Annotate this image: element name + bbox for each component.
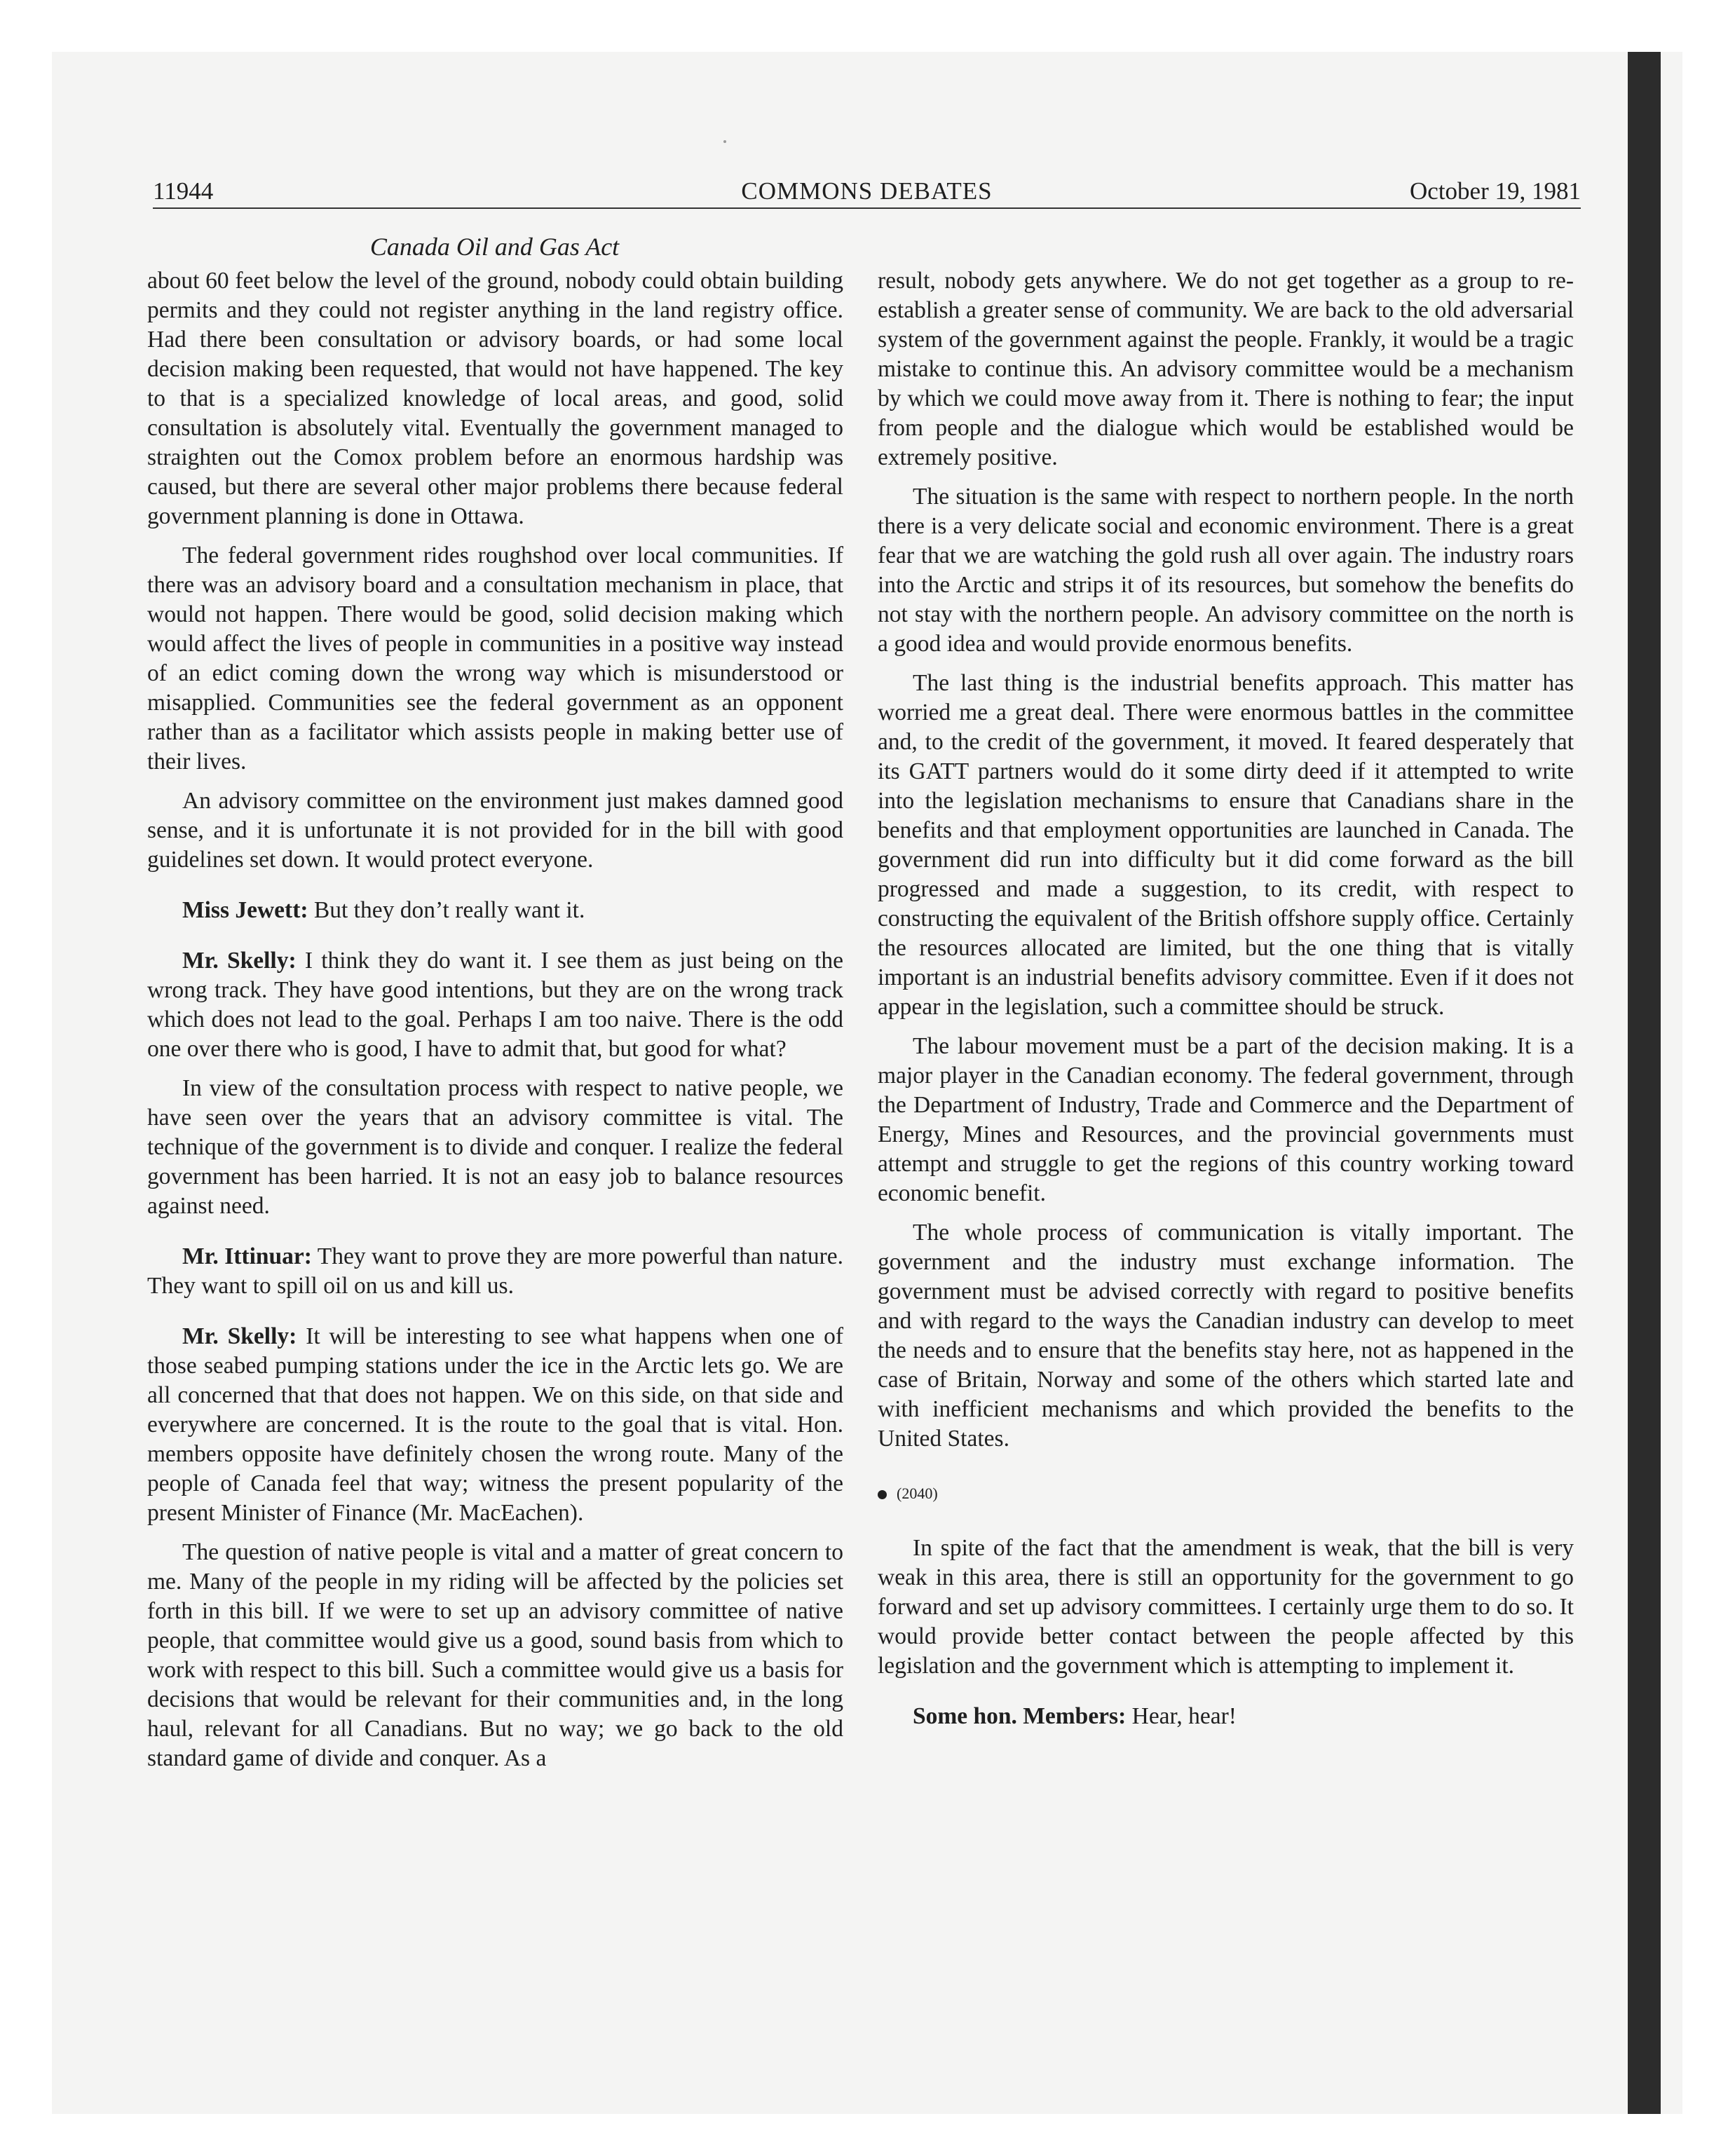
paragraph: The whole process of communication is vitally important. The government and the industry must exchange information. The government must be advised correctly with regard to positive benefits and with regard to the ways the Canadian industry can develop to meet the needs and to ensure that the benefits stay here, not as happened in the case of Britain, Norway and some of the others which started late and with inefficient mechanisms and which provided the benefits to the United States.	[878, 1220, 1574, 1452]
speaker-name: Mr. Skelly:	[182, 1323, 297, 1349]
scan-edge-bar	[1628, 52, 1661, 2114]
speech-paragraph: Some hon. Members: Hear, hear!	[913, 1703, 1237, 1729]
paragraph: The last thing is the industrial benefits approach. This matter has worried me a great deal. There were enormous battles in the committee and, to the credit of the government, it moved. It feared desperately that its GATT partners would do it some dirty deed if it attempted to write into the legislation mechanisms to ensure that Canadians share in the benefits and that employment opportunities are launched in Canada. The government did run into difficulty but it did come forward as the bill progressed and made a suggestion, to its credit, with respect to constructing the equivalent of the British offshore supply office. Certainly the resources allocated are limited, but the one thing that is vitally important is an industrial benefits advisory committee. Even if it does not appear in the legislation, such a committee should be struck.	[878, 670, 1574, 1020]
speaker-name: Some hon. Members:	[913, 1703, 1127, 1729]
paragraph: In spite of the fact that the amendment is weak, that the bill is very weak in this area, there is still an opportunity for the government to go forward and set up advisory committees. I certainly urge them to do so. It would provide better contact between the people affected by this legislation and the government which is attempting to implement it.	[878, 1535, 1574, 1679]
speech-paragraph: Mr. Ittinuar: They want to prove they are more powerful than nature. They want to spill oil on us and kill us.	[147, 1243, 843, 1299]
speech-paragraph: Miss Jewett: But they don’t really want it.	[182, 897, 585, 923]
right-column	[878, 266, 1574, 1741]
paragraph: The federal government rides roughshod over local communities. If there was an advisory board and a consultation mechanism in place, that would not happen. There would be good, solid decision making which would affect the lives of people in communities in a positive way instead of an edict coming down the wrong way which is misunderstood or misapplied. Communities see the federal government as an opponent rather than as a facilitator which assists people in making better use of their lives.	[147, 543, 843, 775]
speech-paragraph: Mr. Skelly: It will be interesting to see what happens when one of those seabed pumping stations under the ice in the Arctic lets go. We are all concerned that that does not happen. We on this side, on that side and everywhere are concerned. It is the route to the goal that is vital. Hon. members opposite have definitely chosen the wrong route. Many of the people of Canada feel that way; witness the present popularity of the present Minister of Finance (Mr. MacEachen).	[147, 1323, 844, 1526]
page-header	[153, 175, 1581, 209]
scan-speck	[723, 140, 726, 143]
act-title: Canada Oil and Gas Act	[369, 233, 620, 261]
paragraph: The labour movement must be a part of the decision making. It is a major player in the Canadian economy. The federal government, through the Department of Industry, Trade and Commerce and the Department of Energy, Mines and Resources, and the provincial governments must attempt and struggle to get the regions of this country working toward economic benefit.	[878, 1033, 1574, 1206]
paragraph: The situation is the same with respect to northern people. In the north there is a very delicate social and economic environment. There is a great fear that we are watching the gold rush all over again. The industry roars into the Arctic and strips it of its resources, but somehow the benefits do not stay with the northern people. An advisory committee on the north is a good idea and would provide enormous benefits.	[878, 484, 1574, 657]
speaker-name: Mr. Skelly:	[182, 948, 297, 974]
page-number: 11944	[153, 177, 214, 205]
paragraph: about 60 feet below the level of the ground, nobody could obtain building permits and they could not register anything in the land registry office. Had there been consultation or advisory boards, or had some local decision making been requested, that would not have happened. The key to that is a specialized knowledge of local areas, and good, solid consultation is absolutely vital. Eventually the government managed to straighten out the Comox problem before an enormous hardship was caused, but there are several other major problems there because federal government planning is done in Ottawa.	[147, 268, 843, 529]
publication-title: COMMONS DEBATES	[741, 177, 993, 205]
paragraph: In view of the consultation process with respect to native people, we have seen over the years that an advisory committee is vital. The technique of the government is to divide and conquer. I realize the federal government has been harried. It is not an easy job to balance resources against need.	[147, 1075, 843, 1219]
speech-paragraph: Mr. Skelly: I think they do want it. I see them as just being on the wrong track. They have good intentions, but they are on the wrong track which does not lead to the goal. Perhaps I am too naive. There is the odd one over there who is good, I have to admit that, but good for what?	[147, 948, 843, 1062]
paragraph: An advisory committee on the environment just makes damned good sense, and it is unfortunate it is not provided for in the bill with good guidelines set down. It would protect everyone.	[147, 788, 843, 873]
speaker-name: Miss Jewett:	[182, 897, 308, 923]
paragraph: The question of native people is vital and a matter of great concern to me. Many of the people in my riding will be affected by the policies set forth in this bill. If we were to set up an advisory committee of native people, that committee would give us a good, sound basis from which to work with respect to this bill. Such a committee would give us a basis for decisions that would be relevant for their communities and, in the long haul, relevant for all Canadians. But no way; we go back to the old standard game of divide and conquer. As a	[147, 1539, 843, 1771]
speaker-name: Mr. Ittinuar:	[182, 1243, 312, 1269]
page-date: October 19, 1981	[1410, 177, 1581, 205]
left-column	[147, 266, 843, 1783]
bullet-dot-icon	[878, 1490, 887, 1499]
time-marker: (2040)	[878, 1479, 1574, 1508]
paragraph: result, nobody gets anywhere. We do not get together as a group to re-establish a greater sense of community. We are back to the old adversarial system of the government against the people. Frankly, it would be a tragic mistake to continue this. An advisory committee would be a mechanism by which we could move away from it. There is nothing to fear; the input from people and the dialogue which would be established would be extremely positive.	[878, 268, 1574, 470]
